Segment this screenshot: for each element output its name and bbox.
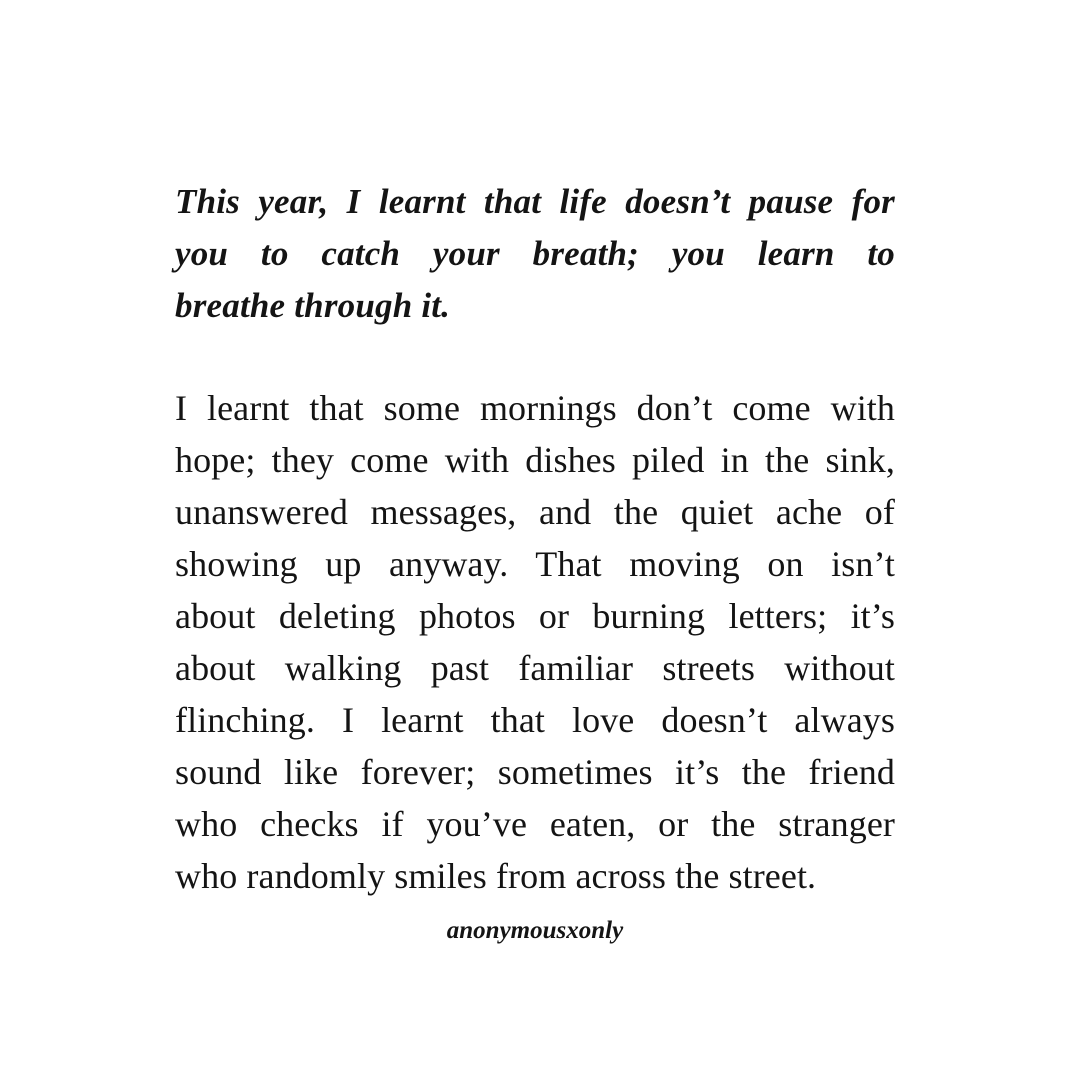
- quote-headline: [175, 176, 895, 332]
- quote-text-column: [175, 176, 895, 948]
- text-line: about walking past familiar streets without: [175, 648, 895, 688]
- text-line: sound like forever; sometimes it’s the friend: [175, 752, 895, 792]
- text-line: This year, I learnt that life doesn’t pause for: [175, 182, 895, 221]
- text-line: breathe through it.: [175, 286, 451, 325]
- text-line: who randomly smiles from across the street.: [175, 856, 817, 896]
- text-line: about deleting photos or burning letters; it’s: [175, 596, 895, 636]
- attribution-text: anonymousxonly: [446, 917, 624, 944]
- quote-body: [175, 382, 895, 902]
- text-line: unanswered messages, and the quiet ache of: [175, 492, 895, 532]
- text-line: you to catch your breath; you learn to: [175, 234, 895, 273]
- text-line: hope; they come with dishes piled in the sink,: [175, 440, 895, 480]
- text-line: flinching. I learnt that love doesn’t always: [175, 700, 895, 740]
- text-line: I learnt that some mornings don’t come with: [175, 388, 895, 428]
- text-line: who checks if you’ve eaten, or the stranger: [175, 804, 895, 844]
- text-line: showing up anyway. That moving on isn’t: [175, 544, 895, 584]
